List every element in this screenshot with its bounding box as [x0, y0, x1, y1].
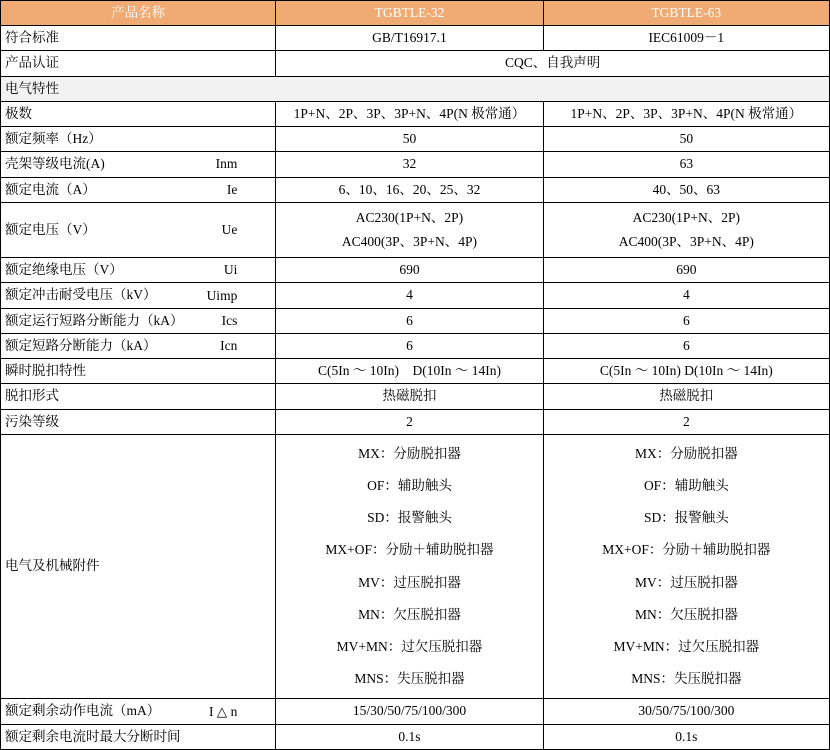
table-header-row	[1, 1, 830, 26]
table-row	[1, 101, 830, 126]
row-value-2-line1: AC230(1P+N、2P)	[632, 209, 740, 225]
row-value-2: 2	[543, 409, 829, 434]
table-row	[1, 202, 830, 257]
row-symbol: Inm	[215, 156, 238, 172]
row-value-2: 30/50/75/100/300	[543, 699, 829, 724]
list-item: MNS：失压脱扣器	[631, 671, 742, 687]
list-item: MN：欠压脱扣器	[358, 606, 461, 622]
row-value-1: GB/T16917.1	[276, 26, 543, 51]
row-value-1: 32	[276, 152, 543, 177]
row-symbol: Ue	[221, 221, 238, 237]
row-value-1: 50	[276, 127, 543, 152]
row-value-1	[276, 202, 543, 257]
row-label-with-symbol	[1, 152, 276, 177]
row-value-2: 4	[543, 283, 829, 308]
row-label: 电气及机械附件	[1, 434, 276, 699]
row-label-with-symbol	[1, 202, 276, 257]
row-value-1-line2: AC400(3P、3P+N、4P)	[341, 233, 478, 249]
list-item: OF：辅助触头	[367, 477, 452, 493]
accessories-list-1	[276, 434, 543, 699]
row-label-with-symbol	[1, 308, 276, 333]
section-title: 电气特性	[1, 76, 830, 101]
table-row	[1, 127, 830, 152]
row-label-with-symbol	[1, 333, 276, 358]
row-value-1: 热磁脱扣	[276, 384, 543, 409]
table-row-accessories	[1, 434, 830, 699]
table-body	[1, 1, 830, 750]
row-label: 瞬时脱扣特性	[1, 359, 276, 384]
row-symbol: I △ n	[208, 703, 238, 719]
row-label: 壳架等级电流(A)	[5, 156, 105, 172]
list-item: MV+MN：过欠压脱扣器	[336, 639, 483, 655]
row-value-2: IEC61009－1	[543, 26, 829, 51]
row-value-1: 6、10、16、20、25、32	[276, 177, 543, 202]
list-item: MX：分励脱扣器	[358, 445, 461, 461]
table-row	[1, 724, 830, 749]
row-value-1: 4	[276, 283, 543, 308]
row-value-2: 6	[543, 333, 829, 358]
row-value-merged: CQC、自我声明	[276, 51, 830, 76]
row-label: 额定电流（A）	[5, 181, 96, 197]
row-value-2: C(5In ～ 10In) D(10In ～ 14In)	[543, 359, 829, 384]
row-value-2: 50	[543, 127, 829, 152]
row-label-with-symbol	[1, 258, 276, 283]
list-item: SD：报警触头	[367, 510, 452, 526]
row-value-2-line2: AC400(3P、3P+N、4P)	[618, 233, 754, 249]
row-value-1: 0.1s	[276, 724, 543, 749]
row-value-1: 6	[276, 333, 543, 358]
row-label-with-symbol	[1, 177, 276, 202]
table-row	[1, 384, 830, 409]
row-value-2: 63	[543, 152, 829, 177]
row-label: 额定剩余电流时最大分断时间	[1, 724, 276, 749]
row-symbol: Ui	[223, 262, 238, 278]
row-label: 额定短路分断能力（kA）	[5, 337, 157, 353]
header-product-name: 产品名称	[1, 1, 276, 26]
row-label: 极数	[1, 101, 276, 126]
row-label: 符合标准	[1, 26, 276, 51]
row-value-1: 690	[276, 258, 543, 283]
row-label: 污染等级	[1, 409, 276, 434]
table-row	[1, 26, 830, 51]
table-row	[1, 51, 830, 76]
list-item: MV：过压脱扣器	[358, 574, 461, 590]
row-value-2: 40、50、63	[543, 177, 829, 202]
table-row	[1, 409, 830, 434]
row-value-2: 1P+N、2P、3P、3P+N、4P(N 极常通）	[543, 101, 829, 126]
accessories-list-2	[543, 434, 829, 699]
table-row	[1, 308, 830, 333]
row-value-2: 690	[543, 258, 829, 283]
row-symbol: Ie	[226, 181, 238, 197]
table-row	[1, 283, 830, 308]
row-label: 额定冲击耐受电压（kV）	[5, 287, 157, 303]
row-label: 额定剩余动作电流（mA）	[5, 703, 161, 719]
header-model-2: TGBTLE-63	[543, 1, 829, 26]
table-row	[1, 152, 830, 177]
section-header-row	[1, 76, 830, 101]
row-value-1-line1: AC230(1P+N、2P)	[355, 209, 464, 225]
row-value-1: C(5In ～ 10In) D(10In ～ 14In)	[276, 359, 543, 384]
list-item: MN：欠压脱扣器	[634, 606, 738, 622]
row-value-1: 6	[276, 308, 543, 333]
list-item: MV：过压脱扣器	[634, 574, 738, 590]
row-value-2: 6	[543, 308, 829, 333]
row-label: 脱扣形式	[1, 384, 276, 409]
row-label: 产品认证	[1, 51, 276, 76]
row-value-1: 2	[276, 409, 543, 434]
table-row	[1, 258, 830, 283]
row-value-2: 0.1s	[543, 724, 829, 749]
row-symbol: Icn	[220, 337, 238, 353]
list-item: SD：报警触头	[643, 510, 729, 526]
table-row	[1, 359, 830, 384]
list-item: MX+OF：分励＋辅助脱扣器	[602, 542, 771, 558]
row-label: 额定频率（Hz）	[1, 127, 276, 152]
list-item: OF：辅助触头	[643, 477, 729, 493]
row-value-2: 热磁脱扣	[543, 384, 829, 409]
list-item: MX+OF：分励＋辅助脱扣器	[325, 542, 494, 558]
table-row	[1, 333, 830, 358]
row-value-2	[543, 202, 829, 257]
row-value-1: 15/30/50/75/100/300	[276, 699, 543, 724]
list-item: MNS：失压脱扣器	[354, 671, 465, 687]
row-symbol: Ics	[221, 312, 238, 328]
header-model-1: TGBTLE-32	[276, 1, 543, 26]
list-item: MV+MN：过欠压脱扣器	[613, 639, 760, 655]
row-label: 额定绝缘电压（V）	[5, 262, 123, 278]
table-row	[1, 177, 830, 202]
row-symbol: Uimp	[206, 287, 238, 303]
list-item: MX：分励脱扣器	[634, 445, 738, 461]
row-label: 额定运行短路分断能力（kA）	[5, 312, 184, 328]
row-label: 额定电压（V）	[5, 221, 96, 237]
row-label-with-symbol	[1, 283, 276, 308]
row-value-1: 1P+N、2P、3P、3P+N、4P(N 极常通）	[276, 101, 543, 126]
